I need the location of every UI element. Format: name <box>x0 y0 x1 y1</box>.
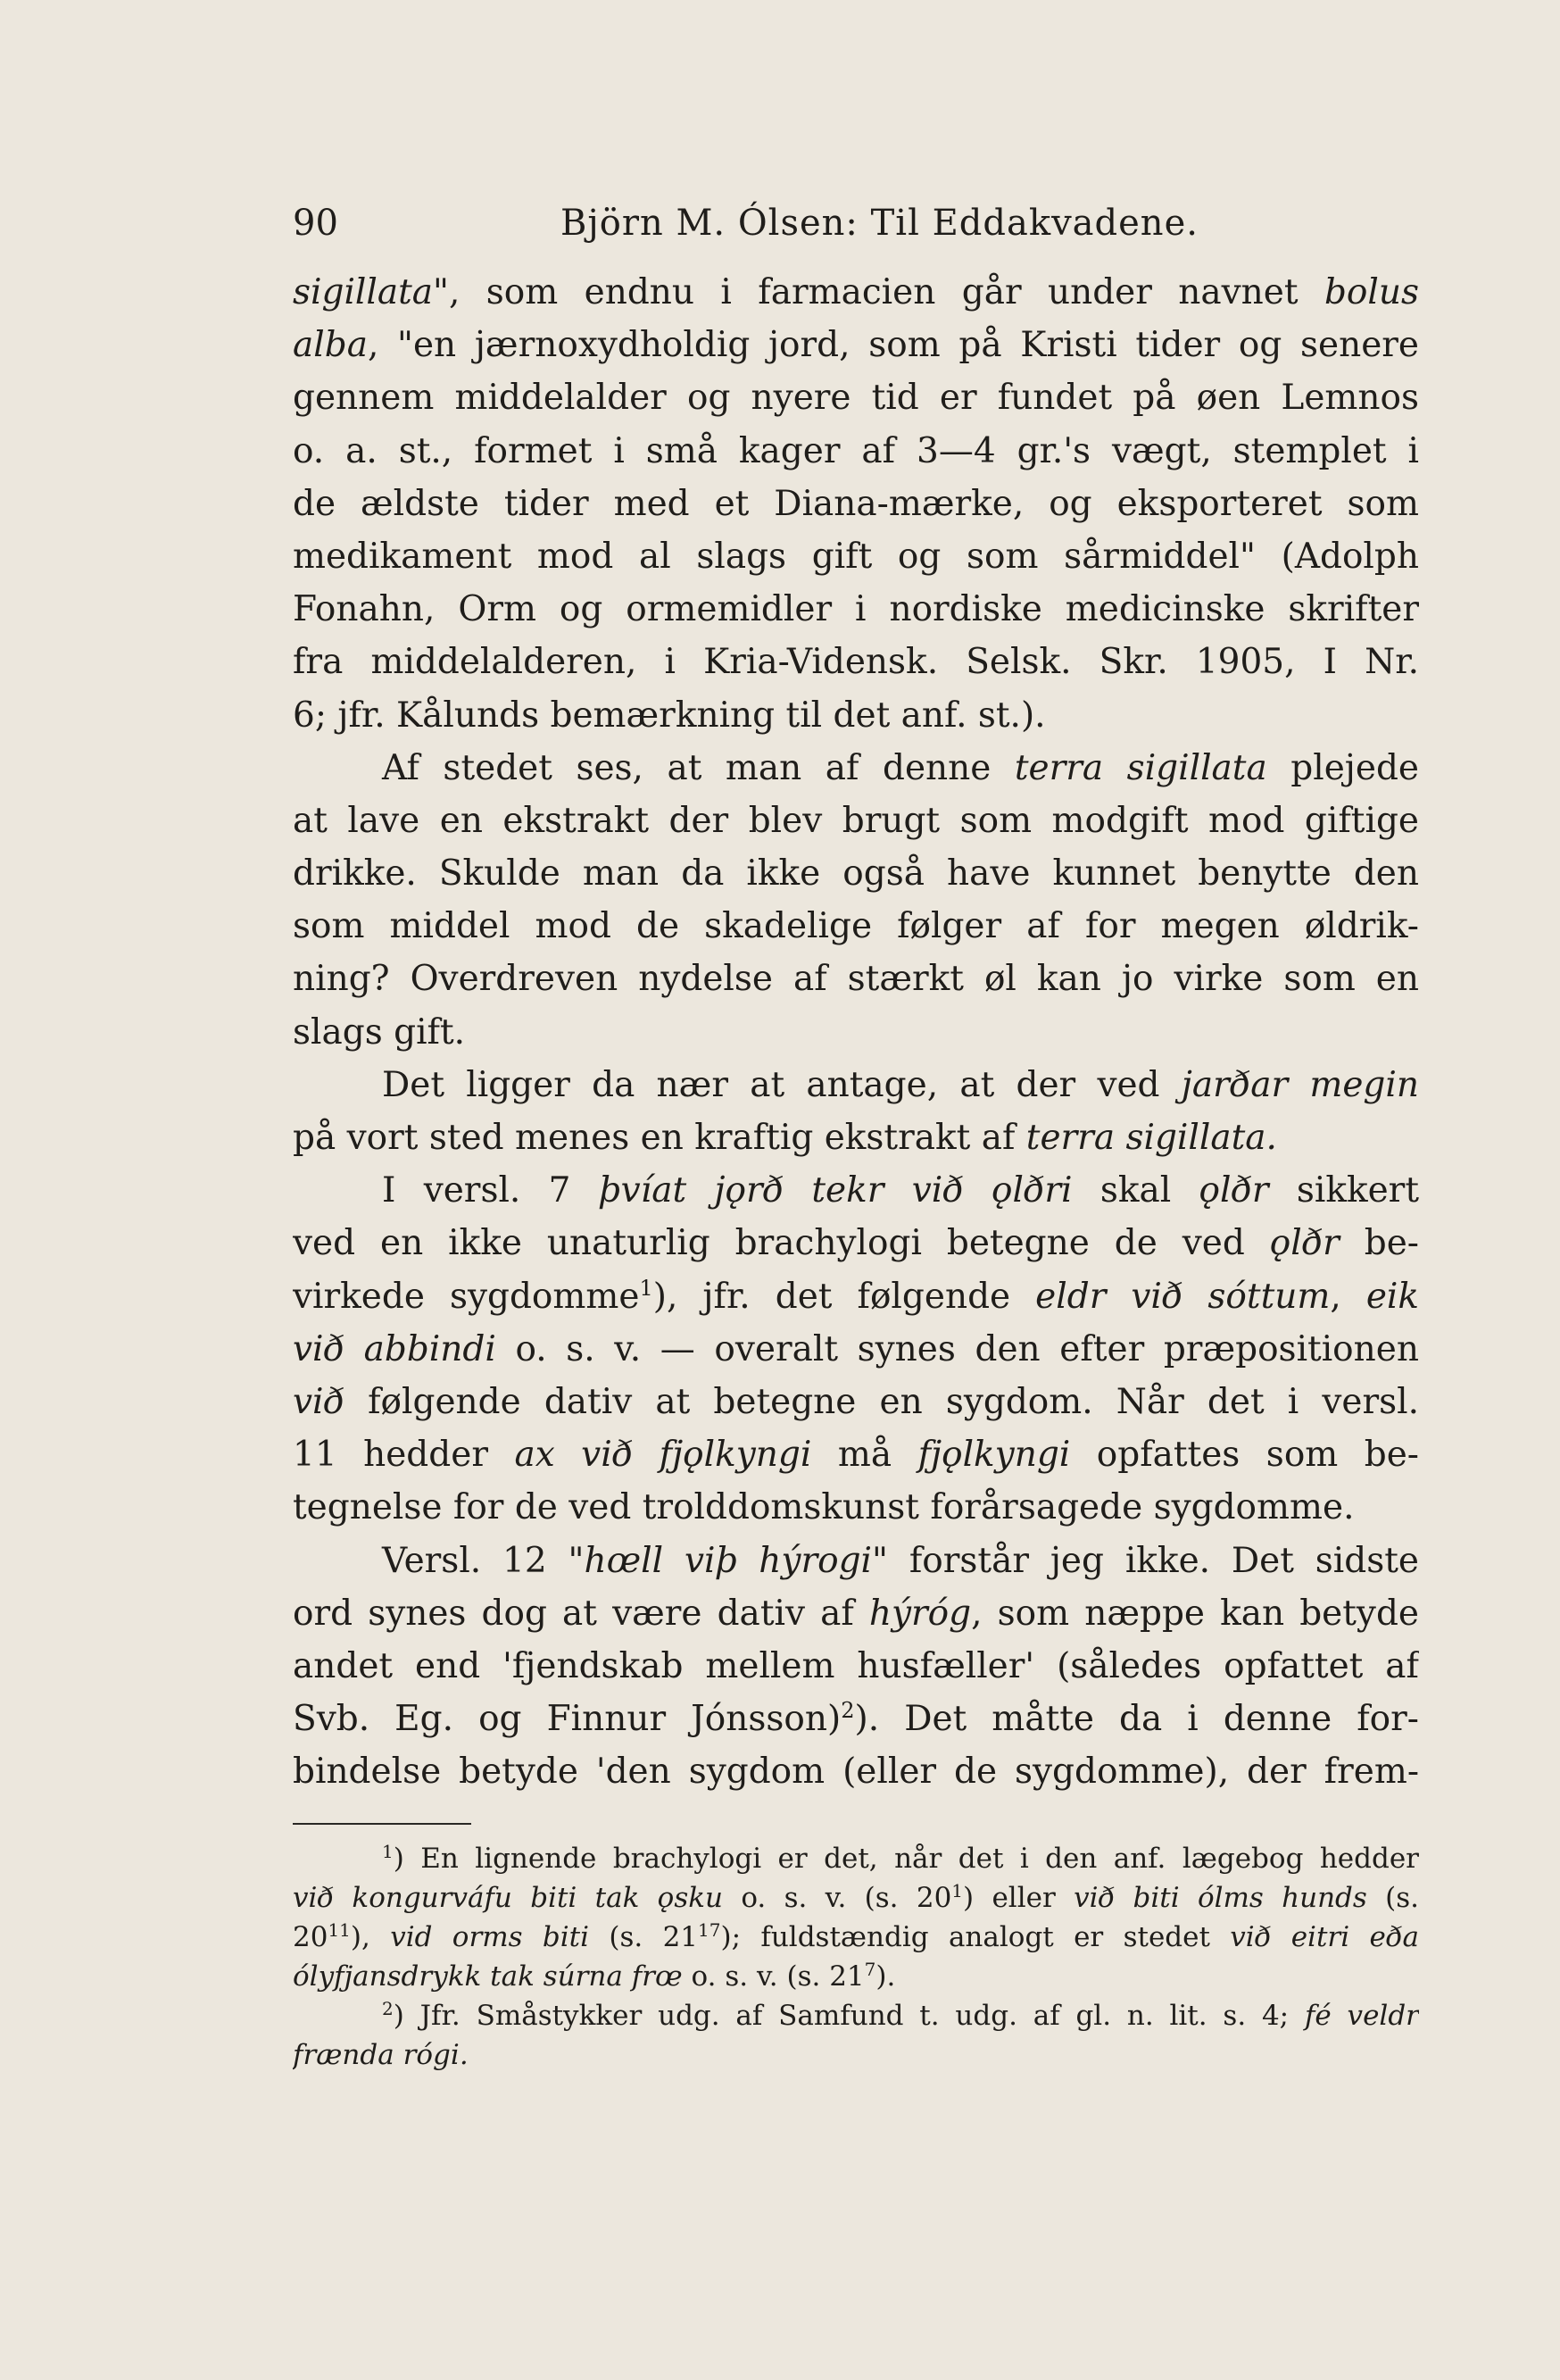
text-line: Versl. 12 "hœll viþ hýrogi" forstår jeg ikke. Det sidste <box>382 1540 1419 1581</box>
footnote-line: $^2$) Jfr. Småstykker udg. af Samfund t. udg. af gl. n. lit. s. 4; fé veldr <box>382 1998 1419 2032</box>
text-line: drikke. Skulde man da ikke også have kunnet benytte den <box>293 853 1419 895</box>
text-line: medikament mod al slags gift og som sårmiddel" (Adolph <box>293 536 1419 577</box>
text-line: at lave en ekstrakt der blev brugt som modgift mod giftige <box>293 800 1419 841</box>
page-number: 90 <box>293 203 338 244</box>
footnote-line: $^1$) En lignende brachylogi er det, når det i den anf. lægebog hedder <box>382 1841 1419 1875</box>
running-title: Björn M. Ólsen: Til Eddakvadene. <box>560 203 1199 244</box>
text-line: tegnelse for de ved trolddomskunst forårsagede sygdomme. <box>293 1487 1355 1528</box>
text-line: virkede sygdomme$^1$), jfr. det følgende eldr við sóttum, eik <box>293 1275 1419 1317</box>
text-line: o. a. st., formet i små kager af 3—4 gr.'s vægt, stemplet i <box>293 430 1419 471</box>
text-line: sigillata", som endnu i farmacien går under navnet bolus <box>293 272 1419 312</box>
text-line: ved en ikke unaturlig brachylogi betegne de ved ǫlðr be- <box>293 1223 1419 1264</box>
text-line: 6; jfr. Kålunds bemærkning til det anf. st.). <box>293 695 1046 736</box>
text-line: ning? Overdreven nydelse af stærkt øl kan jo virke som en <box>293 959 1419 1000</box>
footnote-line: ólyfjansdrykk tak súrna frœ o. s. v. (s. $21^7$). <box>293 1959 896 1993</box>
text-line: ord synes dog at være dativ af hýróg, som næppe kan betyde <box>293 1593 1419 1634</box>
text-line: Svb. Eg. og Finnur Jónsson)$^2$). Det måtte da i denne for- <box>293 1698 1419 1740</box>
text-line: bindelse betyde 'den sygdom (eller de sygdomme), der frem- <box>293 1752 1419 1793</box>
footnote-ref: 1 <box>639 1275 653 1301</box>
footnotes <box>293 1839 1419 2075</box>
text-line: andet end 'fjendskab mellem husfæller' (således opfattet af <box>293 1645 1419 1686</box>
text-line: som middel mod de skadelige følger af for megen øldrik- <box>293 906 1419 947</box>
text-line: gennem middelalder og nyere tid er fundet på øen Lemnos <box>293 378 1419 419</box>
text-line: 11 hedder ax við fjǫlkyngi må fjǫlkyngi opfattes som be- <box>293 1435 1419 1476</box>
footnote-marker: 1 <box>382 1841 394 1862</box>
text-line: I versl. 7 þvíat jǫrð tekr við ǫlðri skal ǫlðr sikkert <box>382 1170 1419 1211</box>
text-line: de ældste tider med et Diana-mærke, og eksporteret som <box>293 483 1419 524</box>
text-line: Det ligger da nær at antage, at der ved jarðar megin <box>382 1064 1419 1105</box>
text-line: við abbindi o. s. v. — overalt synes den efter præpositionen <box>293 1328 1419 1369</box>
footnote-ref: 2 <box>841 1698 855 1724</box>
page-header <box>293 196 1417 250</box>
body-text <box>293 266 1419 1798</box>
text-line: Af stedet ses, at man af denne terra sigillata plejede <box>382 747 1419 788</box>
footnote-line: $20^{11}$), vid orms biti (s. $21^{17}$); fuldstændig analogt er stedet við eitri eða <box>293 1919 1419 1953</box>
text-line: fra middelalderen, i Kria-Vidensk. Selsk. Skr. 1905, I Nr. <box>293 642 1419 683</box>
text-line: Fonahn, Orm og ormemidler i nordiske medicinske skrifter <box>293 589 1419 630</box>
text-line: við følgende dativ at betegne en sygdom. Når det i versl. <box>293 1381 1419 1422</box>
footnote-marker: 2 <box>382 1998 394 2019</box>
footnote-line: frænda rógi. <box>293 2039 469 2071</box>
footnote-line: við kongurváfu biti tak ǫsku o. s. v. (s. $20^1$) eller við biti ólms hunds (s. <box>293 1880 1419 1914</box>
footnote-rule <box>293 1823 471 1825</box>
text-line: alba, "en jærnoxydholdig jord, som på Kristi tider og senere <box>293 325 1419 366</box>
text-line: på vort sted menes en kraftig ekstrakt af terra sigillata. <box>293 1118 1277 1158</box>
text-line: slags gift. <box>293 1011 466 1053</box>
